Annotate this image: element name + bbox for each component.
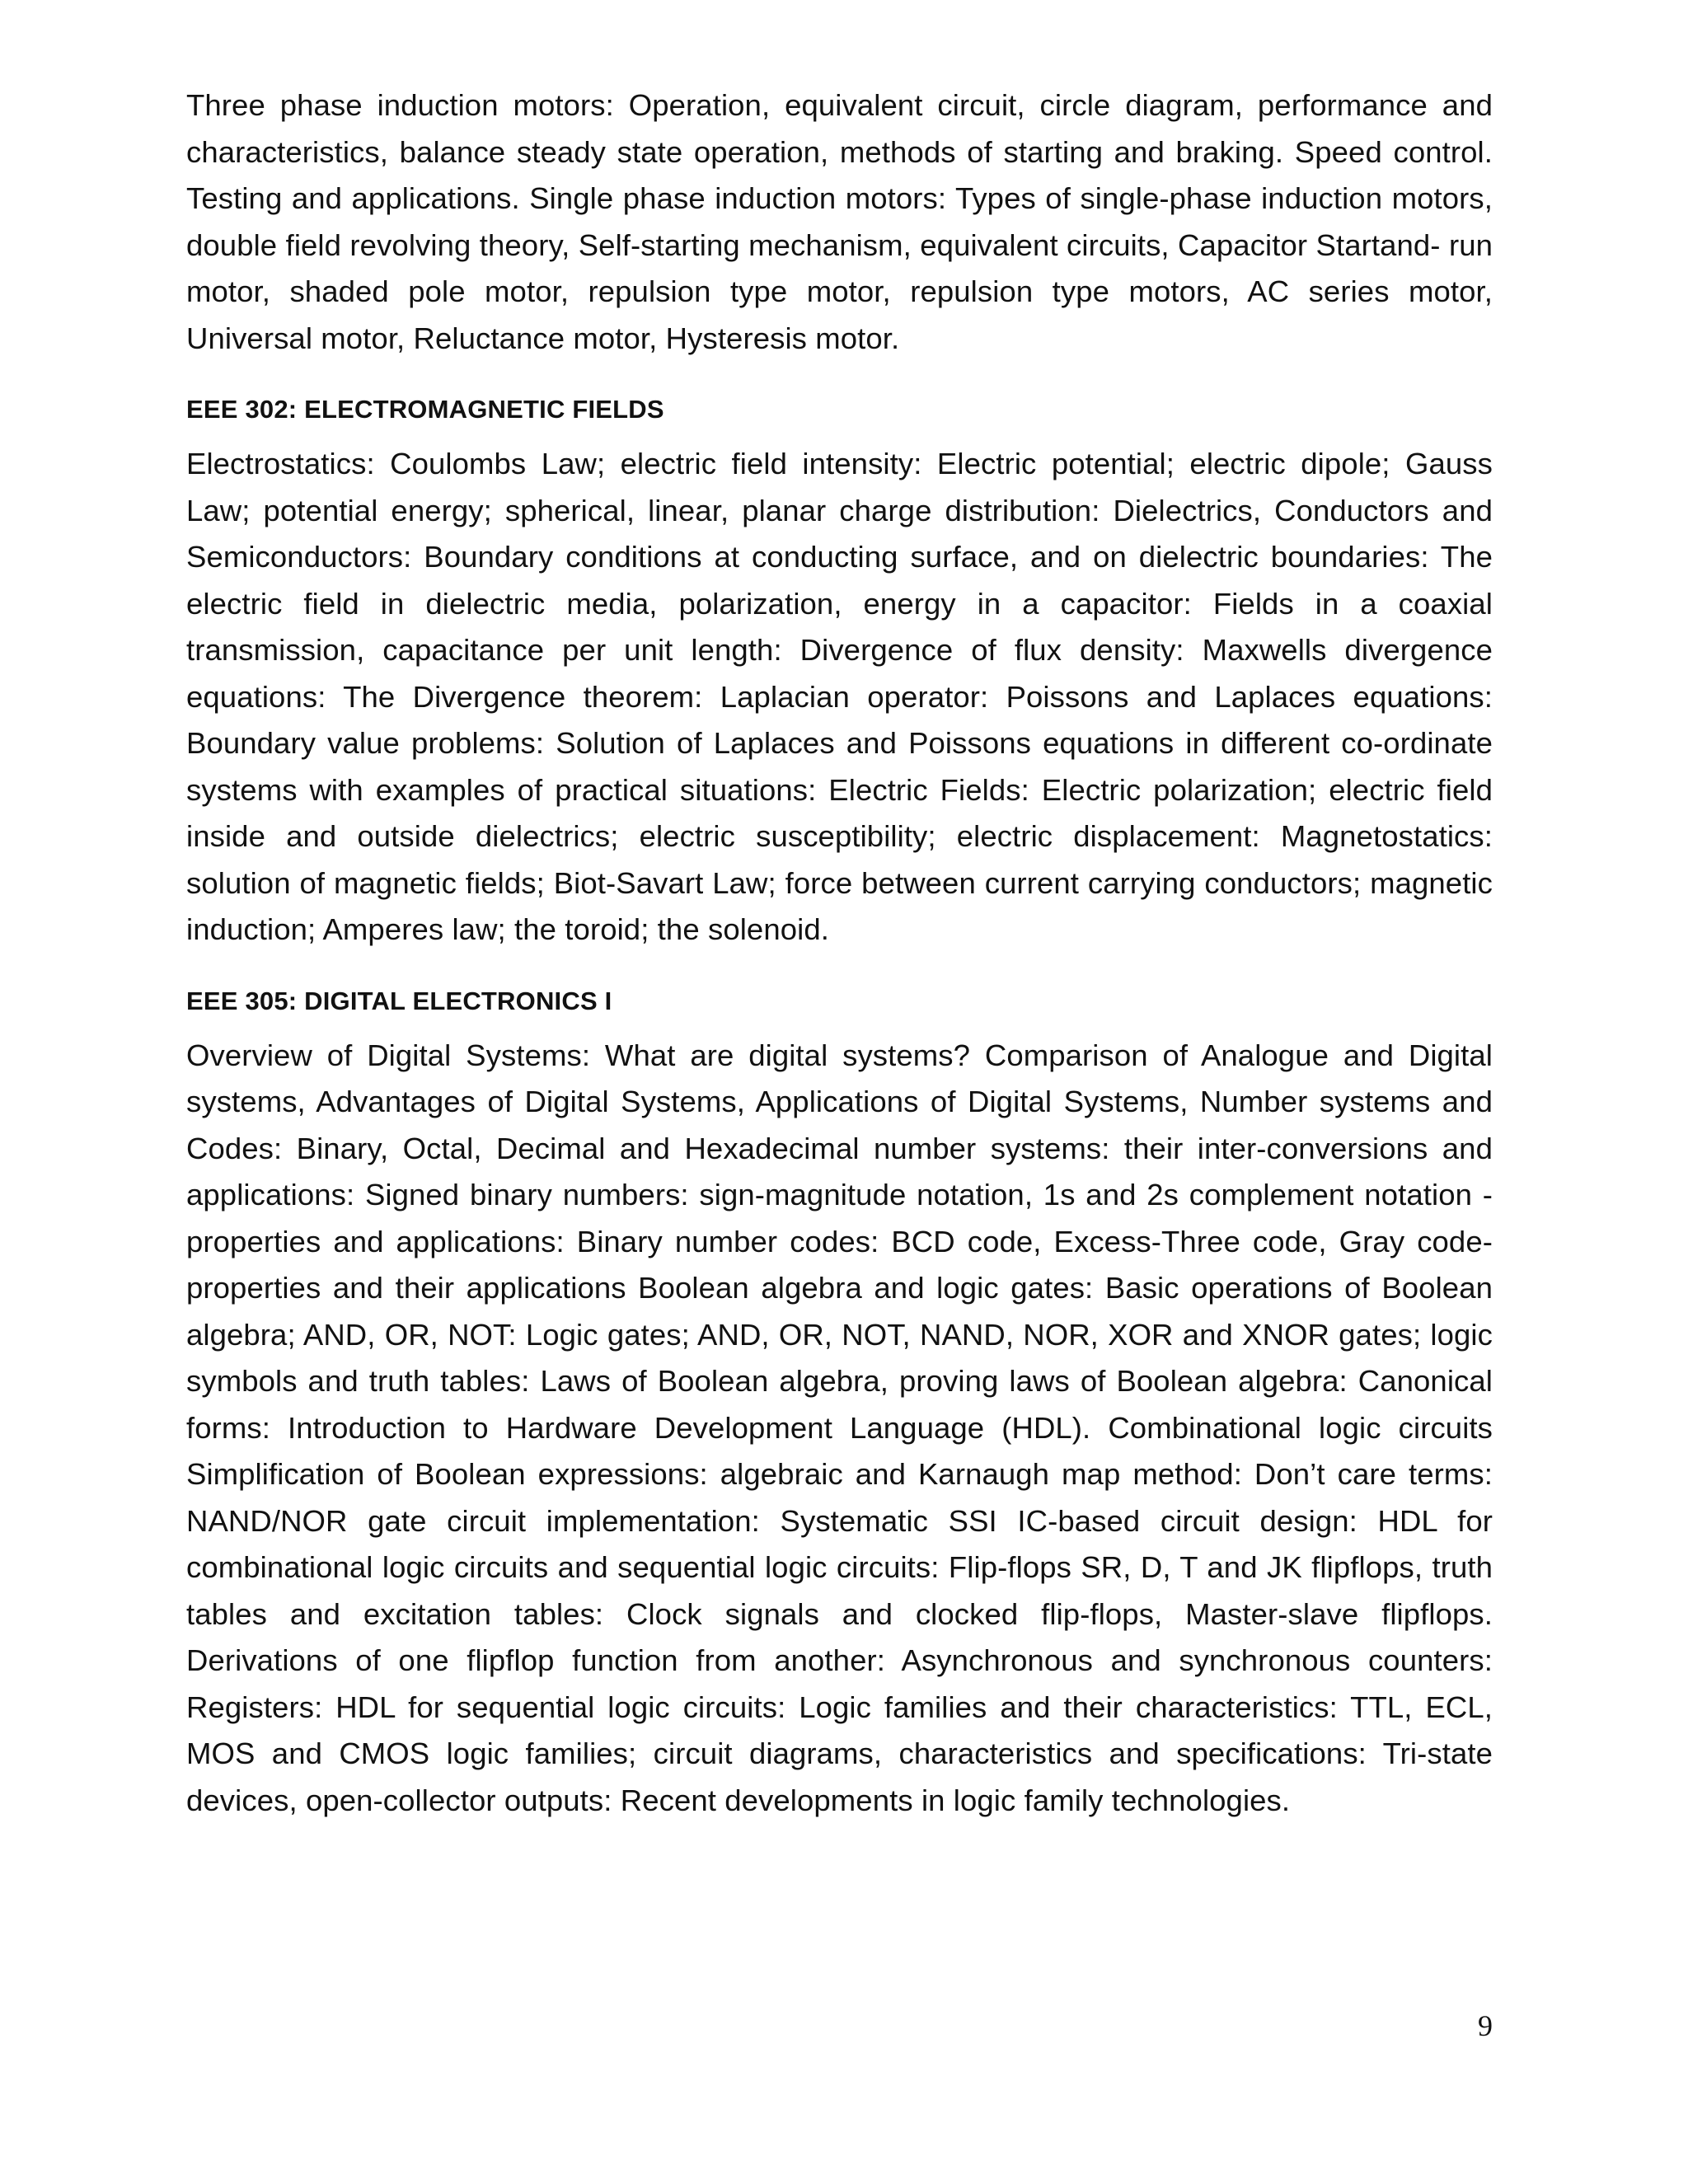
page-content [186,82,1493,1824]
section-body-eee-305: Overview of Digital Systems: What are digital systems? Comparison of Analogue and Digital systems, Advantages of Digital Systems, Applications of Digital Systems, Number systems and Codes: Binary, Octal, Decimal and Hexadecimal number systems: their inter-conversions and applications: Signed binary numbers: sign-magnitude notation, 1s and 2s complement notation - properties and applications: Binary number codes: BCD code, Excess-Three code, Gray code-properties and their applications Boolean algebra and logic gates: Basic operations of Boolean algebra; AND, OR, NOT: Logic gates; AND, OR, NOT, NAND, NOR, XOR and XNOR gates; logic symbols and truth tables: Laws of Boolean algebra, proving laws of Boolean algebra: Canonical forms: Introduction to Hardware Development Language (HDL). Combinational logic circuits Simplification of Boolean expressions: algebraic and Karnaugh map method: Don’t care terms: NAND/NOR gate circuit implementation: Systematic SSI IC-based circuit design: HDL for combinational logic circuits and sequential logic circuits: Flip-flops SR, D, T and JK flipflops, truth tables and excitation tables: Clock signals and clocked flip-flops, Master-slave flipflops. Derivations of one flipflop function from another: Asynchronous and synchronous counters: Registers: HDL for sequential logic circuits: Logic families and their characteristics: TTL, ECL, MOS and CMOS logic families; circuit diagrams, characteristics and specifications: Tri-state devices, open-collector outputs: Recent developments in logic family technologies. [186,1038,1493,1817]
page-number: 9 [1478,2009,1493,2042]
section-body-eee-302: Electrostatics: Coulombs Law; electric field intensity: Electric potential; electric dipole; Gauss Law; potential energy; spherical, linear, planar charge distribution: Dielectrics, Conductors and Semiconductors: Boundary conditions at conducting surface, and on dielectric boundaries: The electric field in dielectric media, polarization, energy in a capacitor: Fields in a coaxial transmission, capacitance per unit length: Divergence of flux density: Maxwells divergence equations: The Divergence theorem: Laplacian operator: Poissons and Laplaces equations: Boundary value problems: Solution of Laplaces and Poissons equations in different co-ordinate systems with examples of practical situations: Electric Fields: Electric polarization; electric field inside and outside dielectrics; electric susceptibility; electric displacement: Magnetostatics: solution of magnetic fields; Biot-Savart Law; force between current carrying conductors; magnetic induction; Amperes law; the toroid; the solenoid. [186,447,1493,946]
section-heading-eee-305: EEE 305: DIGITAL ELECTRONICS I [186,986,612,1015]
section-heading-eee-302: EEE 302: ELECTROMAGNETIC FIELDS [186,395,664,424]
spacer [186,362,1493,393]
spacer [186,954,1493,985]
intro-paragraph: Three phase induction motors: Operation, equivalent circuit, circle diagram, performance and characteristics, balance steady state operation, methods of starting and braking. Speed control. Testing and applications. Single phase induction motors: Types of single-phase induction motors, double field revolving theory, Self-starting mechanism, equivalent circuits, Capacitor Startand- run motor, shaded pole motor, repulsion type motor, repulsion type motors, AC series motor, Universal motor, Reluctance motor, Hysteresis motor. [186,88,1493,355]
spacer [186,426,1493,441]
spacer [186,1018,1493,1033]
